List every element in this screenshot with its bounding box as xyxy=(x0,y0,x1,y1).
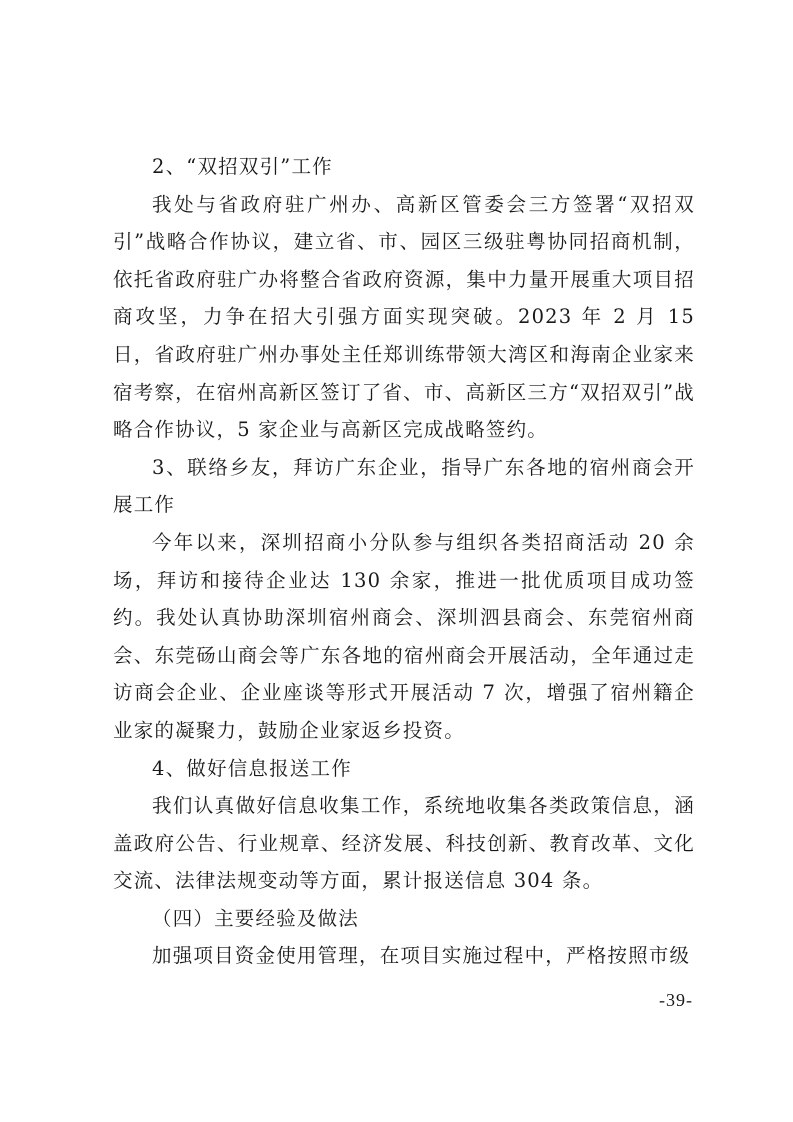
paragraph-info-collection: 我们认真做好信息收集工作，系统地收集各类政策信息，涵盖政府公告、行业规章、经济发展、科技创新、教育改革、文化交流、法律法规变动等方面，累计报送信息 304 条。 xyxy=(113,794,695,893)
page-number: -39- xyxy=(659,990,693,1010)
section-heading-experience: （四）主要经验及做法 xyxy=(152,906,360,930)
section-heading-guangdong-visits: 3、联络乡友，拜访广东企业，指导广东各地的宿州商会开展工作 xyxy=(113,455,695,517)
document-body xyxy=(113,148,695,975)
paragraph-shenzhen-team: 今年以来，深圳招商小分队参与组织各类招商活动 20 余场，拜访和接待企业达 130 余家，推进一批优质项目成功签约。我处认真协助深圳宿州商会、深圳泗县商会、东莞宿州商会、东莞砀山商会等广东各地的宿州商会开展活动，全年通过走访商会企业、企业座谈等形式开展活动 7 次，增强了宿州籍企业家的凝聚力，鼓励企业家返乡投资。 xyxy=(113,530,695,742)
paragraph-fund-management: 加强项目资金使用管理，在项目实施过程中，严格按照市级 xyxy=(152,944,691,968)
section-heading-info-reporting: 4、做好信息报送工作 xyxy=(152,756,352,780)
section-heading-double-recruit: 2、“双招双引”工作 xyxy=(152,155,333,178)
paragraph-strategic-agreement: 我处与省政府驻广州办、高新区管委会三方签署“双招双引”战略合作协议，建立省、市、园区三级驻粤协同招商机制，依托省政府驻广办将整合省政府资源，集中力量开展重大项目招商攻坚，力争在招大引强方面实现突破。2023 年 2 月 15 日，省政府驻广州办事处主任郑训练带领大湾区和海南企业家来宿考察，在宿州高新区签订了省、市、高新区三方“双招双引”战略合作协议，5 家企业与高新区完成战略签约。 xyxy=(113,192,695,442)
